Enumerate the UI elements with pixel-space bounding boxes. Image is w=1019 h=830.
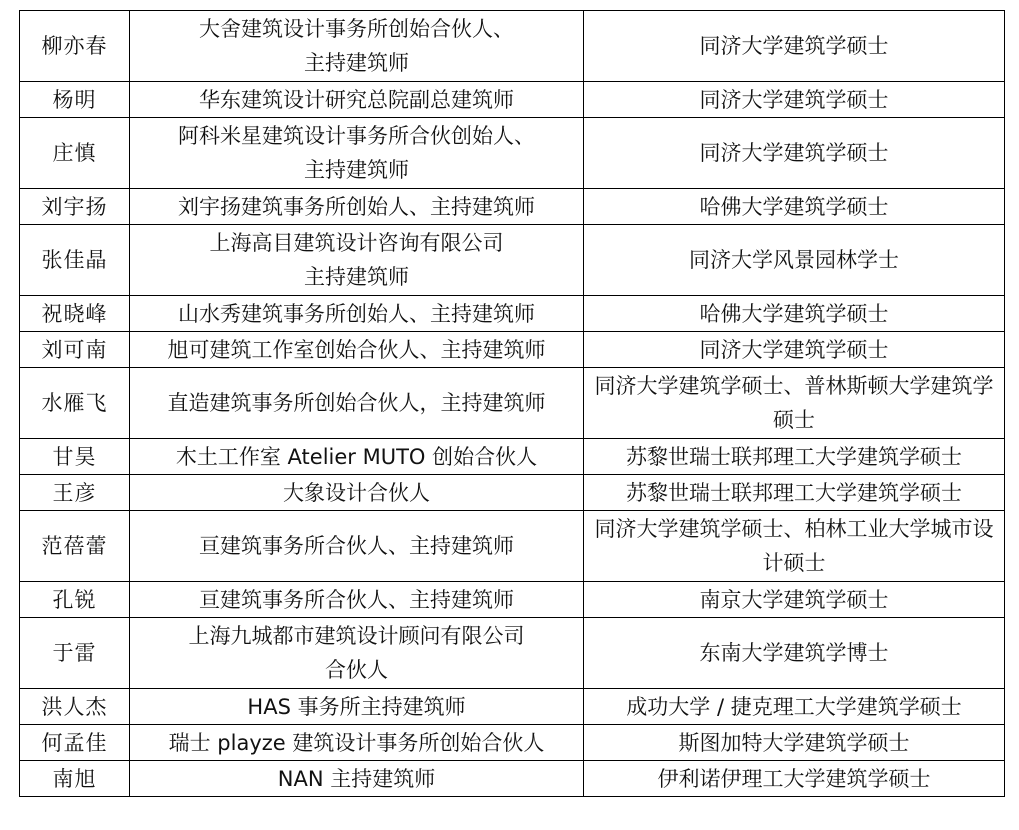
role-cell: 上海高目建筑设计咨询有限公司 主持建筑师 — [130, 225, 584, 296]
education-cell: 哈佛大学建筑学硕士 — [584, 189, 1005, 225]
name-cell: 柳亦春 — [20, 11, 130, 82]
name-cell: 洪人杰 — [20, 689, 130, 725]
table-row — [20, 82, 1005, 118]
table-row — [20, 332, 1005, 368]
table-row — [20, 582, 1005, 618]
table-row — [20, 511, 1005, 582]
table-row — [20, 11, 1005, 82]
role-cell: 直造建筑事务所创始合伙人，主持建筑师 — [130, 368, 584, 439]
education-cell: 同济大学建筑学硕士 — [584, 118, 1005, 189]
table-row — [20, 761, 1005, 797]
table-row — [20, 439, 1005, 475]
education-cell: 同济大学建筑学硕士 — [584, 82, 1005, 118]
name-cell: 王彦 — [20, 475, 130, 511]
role-cell: 旭可建筑工作室创始合伙人、主持建筑师 — [130, 332, 584, 368]
name-cell: 孔锐 — [20, 582, 130, 618]
roster-body — [20, 11, 1005, 797]
education-cell: 苏黎世瑞士联邦理工大学建筑学硕士 — [584, 439, 1005, 475]
role-cell: 大象设计合伙人 — [130, 475, 584, 511]
name-cell: 南旭 — [20, 761, 130, 797]
role-cell: 亘建筑事务所合伙人、主持建筑师 — [130, 582, 584, 618]
education-cell: 同济大学风景园林学士 — [584, 225, 1005, 296]
table-row — [20, 118, 1005, 189]
table-row — [20, 618, 1005, 689]
role-cell: 大舍建筑设计事务所创始合伙人、 主持建筑师 — [130, 11, 584, 82]
education-cell: 成功大学 / 捷克理工大学建筑学硕士 — [584, 689, 1005, 725]
education-cell: 同济大学建筑学硕士、柏林工业大学城市设计硕士 — [584, 511, 1005, 582]
table-row — [20, 689, 1005, 725]
name-cell: 刘宇扬 — [20, 189, 130, 225]
role-cell: 刘宇扬建筑事务所创始人、主持建筑师 — [130, 189, 584, 225]
name-cell: 杨明 — [20, 82, 130, 118]
education-cell: 哈佛大学建筑学硕士 — [584, 296, 1005, 332]
name-cell: 范蓓蕾 — [20, 511, 130, 582]
name-cell: 水雁飞 — [20, 368, 130, 439]
name-cell: 甘昊 — [20, 439, 130, 475]
role-cell: 阿科米星建筑设计事务所合伙创始人、 主持建筑师 — [130, 118, 584, 189]
table-row — [20, 189, 1005, 225]
table-row — [20, 725, 1005, 761]
architect-roster-table — [19, 10, 1005, 797]
education-cell: 同济大学建筑学硕士 — [584, 332, 1005, 368]
table-row — [20, 475, 1005, 511]
name-cell: 庄慎 — [20, 118, 130, 189]
table-row — [20, 368, 1005, 439]
education-cell: 东南大学建筑学博士 — [584, 618, 1005, 689]
education-cell: 苏黎世瑞士联邦理工大学建筑学硕士 — [584, 475, 1005, 511]
education-cell: 南京大学建筑学硕士 — [584, 582, 1005, 618]
name-cell: 刘可南 — [20, 332, 130, 368]
name-cell: 于雷 — [20, 618, 130, 689]
education-cell: 伊利诺伊理工大学建筑学硕士 — [584, 761, 1005, 797]
role-cell: HAS 事务所主持建筑师 — [130, 689, 584, 725]
role-cell: 亘建筑事务所合伙人、主持建筑师 — [130, 511, 584, 582]
name-cell: 祝晓峰 — [20, 296, 130, 332]
name-cell: 何孟佳 — [20, 725, 130, 761]
role-cell: 山水秀建筑事务所创始人、主持建筑师 — [130, 296, 584, 332]
role-cell: 华东建筑设计研究总院副总建筑师 — [130, 82, 584, 118]
role-cell: 上海九城都市建筑设计顾问有限公司 合伙人 — [130, 618, 584, 689]
education-cell: 同济大学建筑学硕士、普林斯顿大学建筑学硕士 — [584, 368, 1005, 439]
table-row — [20, 225, 1005, 296]
table-row — [20, 296, 1005, 332]
role-cell: 瑞士 playze 建筑设计事务所创始合伙人 — [130, 725, 584, 761]
role-cell: NAN 主持建筑师 — [130, 761, 584, 797]
education-cell: 斯图加特大学建筑学硕士 — [584, 725, 1005, 761]
role-cell: 木土工作室 Atelier MUTO 创始合伙人 — [130, 439, 584, 475]
education-cell: 同济大学建筑学硕士 — [584, 11, 1005, 82]
name-cell: 张佳晶 — [20, 225, 130, 296]
